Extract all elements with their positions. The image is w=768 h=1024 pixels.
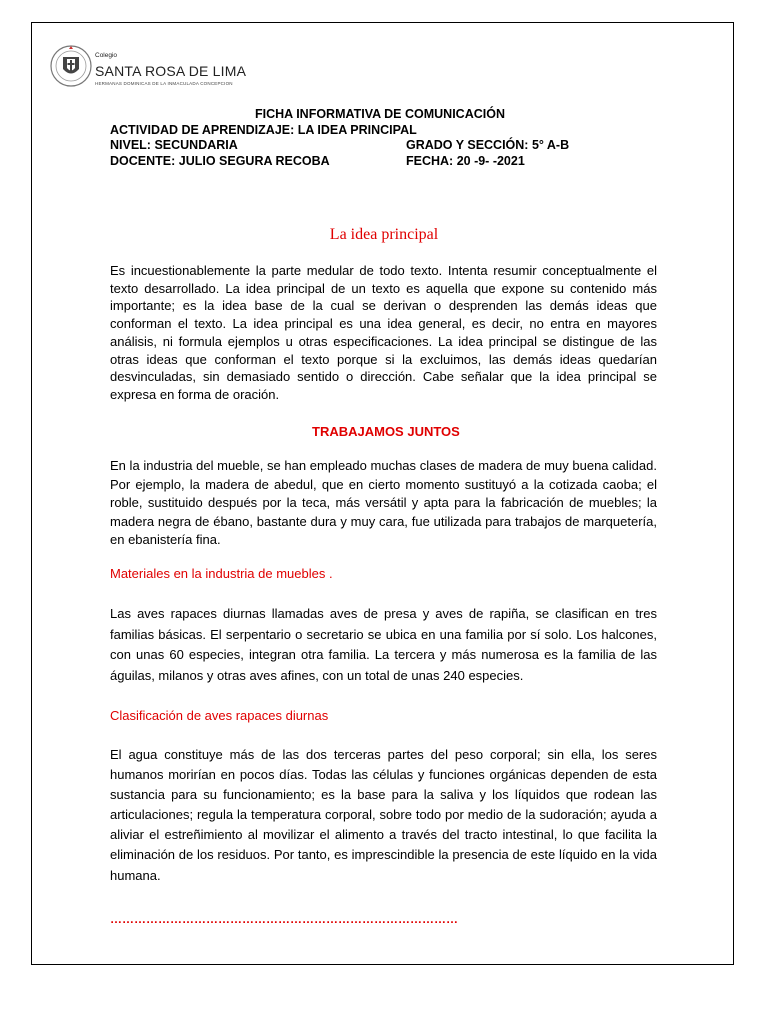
paragraph-water: El agua constituye más de las dos terceras partes del peso corporal; sin ella, los seres humanos morirían en pocos días. Todas las células y funciones orgánicas dependen de esta sustancia para su funcionamiento; es la base para la saliva y los líquidos que rodean las articulaciones; regula la temperatura corporal, sobre todo por medio de la sudoración; ayuda a aliviar el estreñimiento al movilizar el alimento a través del tracto intestinal, lo que facilita la eliminación de los residuos. Por tanto, es imprescindible la presencia de este líquido en la vida humana.: [110, 747, 657, 883]
date-line: FECHA: 20 -9- -2021: [406, 154, 525, 168]
logo-small-text: Colegio: [95, 52, 118, 59]
answer-blank-line: ……………………………………………………………………………: [110, 912, 458, 926]
paragraph-furniture: En la industria del mueble, se han empleado muchas clases de madera de muy buena calidad. Por ejemplo, la madera de abedul, que en cierto momento sustituyó a la cotizada caoba; el roble, sustituido después por la teca, más versátil y apta para la fabricación de muebles; la madera negra de ébano, bastante dura y muy cara, fue utilizada para trabajos de marquetería, en ebanistería fina.: [110, 458, 657, 548]
main-title: La idea principal: [329, 226, 439, 243]
school-name: SANTA ROSA DE LIMA: [95, 63, 247, 79]
answer-birds: Clasificación de aves rapaces diurnas: [110, 708, 329, 723]
level-line: NIVEL: SECUNDARIA: [110, 138, 238, 152]
teacher-line: DOCENTE: JULIO SEGURA RECOBA: [110, 154, 330, 168]
activity-line: ACTIVIDAD DE APRENDIZAJE: LA IDEA PRINCIPAL: [110, 123, 417, 137]
paragraph-main-idea: Es incuestionablemente la parte medular de todo texto. Intenta resumir conceptualmente el texto desarrollado. La idea principal de un texto es aquella que expone su contenido más importante; es la idea base de la cual se derivan o desprenden las demás ideas que conforman el texto. La idea principal es una idea general, es decir, no entra en mayores análisis, ni formula ejemplos u otras especificaciones. La idea principal se distingue de las otras ideas que conforman el texto porque si la excluimos, las demás ideas quedarían desvinculadas, sin demasiado sentido o dirección. Cabe señalar que la idea principal se expresa en forma de oración.: [110, 263, 657, 402]
paragraph-birds: Las aves rapaces diurnas llamadas aves de presa y aves de rapiña, se clasifican en tres familias básicas. El serpentario o secretario se ubica en una familia por sí solo. Los halcones, con unas 60 especies, integran otra familia. La tercera y más numerosa es la familia de las águilas, milanos y otras aves afines, con un total de unas 240 especies.: [110, 606, 657, 683]
school-tagline: HERMANAS DOMINICAS DE LA INMACULADA CONCEPCION: [95, 81, 233, 86]
section-title: TRABAJAMOS JUNTOS: [312, 424, 460, 439]
school-crest-icon: [50, 45, 92, 87]
document-title: FICHA INFORMATIVA DE COMUNICACIÓN: [255, 107, 505, 121]
answer-furniture: Materiales en la industria de muebles .: [110, 566, 333, 581]
grade-line: GRADO Y SECCIÓN: 5° A-B: [406, 138, 570, 152]
